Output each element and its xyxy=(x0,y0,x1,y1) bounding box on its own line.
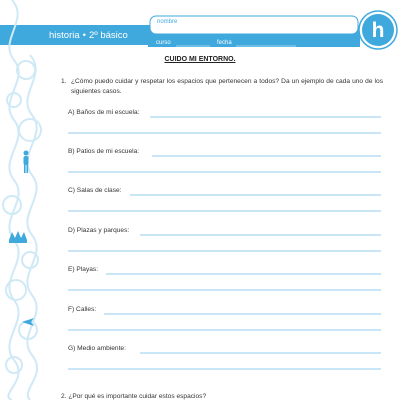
question-1 xyxy=(61,77,383,96)
item-c: C) Salas de clase: xyxy=(68,187,122,194)
item-f: F) Calles: xyxy=(68,306,97,313)
worksheet-title: CUIDO MI ENTORNO. xyxy=(164,56,236,63)
subject-label: historia xyxy=(49,30,80,41)
item-b: B) Patios de mi escuela: xyxy=(68,148,140,155)
item-a: A) Baños de mi escuela: xyxy=(68,109,140,116)
name-field-box xyxy=(150,16,358,34)
course-label: curso xyxy=(156,40,171,46)
name-label: nombre xyxy=(157,19,178,25)
question-1-number: 1. xyxy=(61,78,67,85)
question-2: 2. ¿Por qué es importante cuidar estos espacios? xyxy=(61,393,207,400)
item-g: G) Medio ambiente: xyxy=(68,345,126,352)
date-label: fecha xyxy=(217,40,232,46)
grade-label: 2º básico xyxy=(88,30,128,41)
subject-grade xyxy=(49,30,128,41)
crown-icon xyxy=(9,231,27,243)
separator-dot: • xyxy=(82,30,86,41)
logo-letter: h xyxy=(371,19,385,42)
item-e: E) Playas: xyxy=(68,266,99,273)
person-icon xyxy=(24,151,29,174)
question-1-text: ¿Cómo puedo cuidar y respetar los espacios que pertenecen a todos? Da un ejemplo de cada uno de los siguientes casos. xyxy=(71,78,383,95)
item-d: D) Plazas y parques: xyxy=(68,227,130,234)
